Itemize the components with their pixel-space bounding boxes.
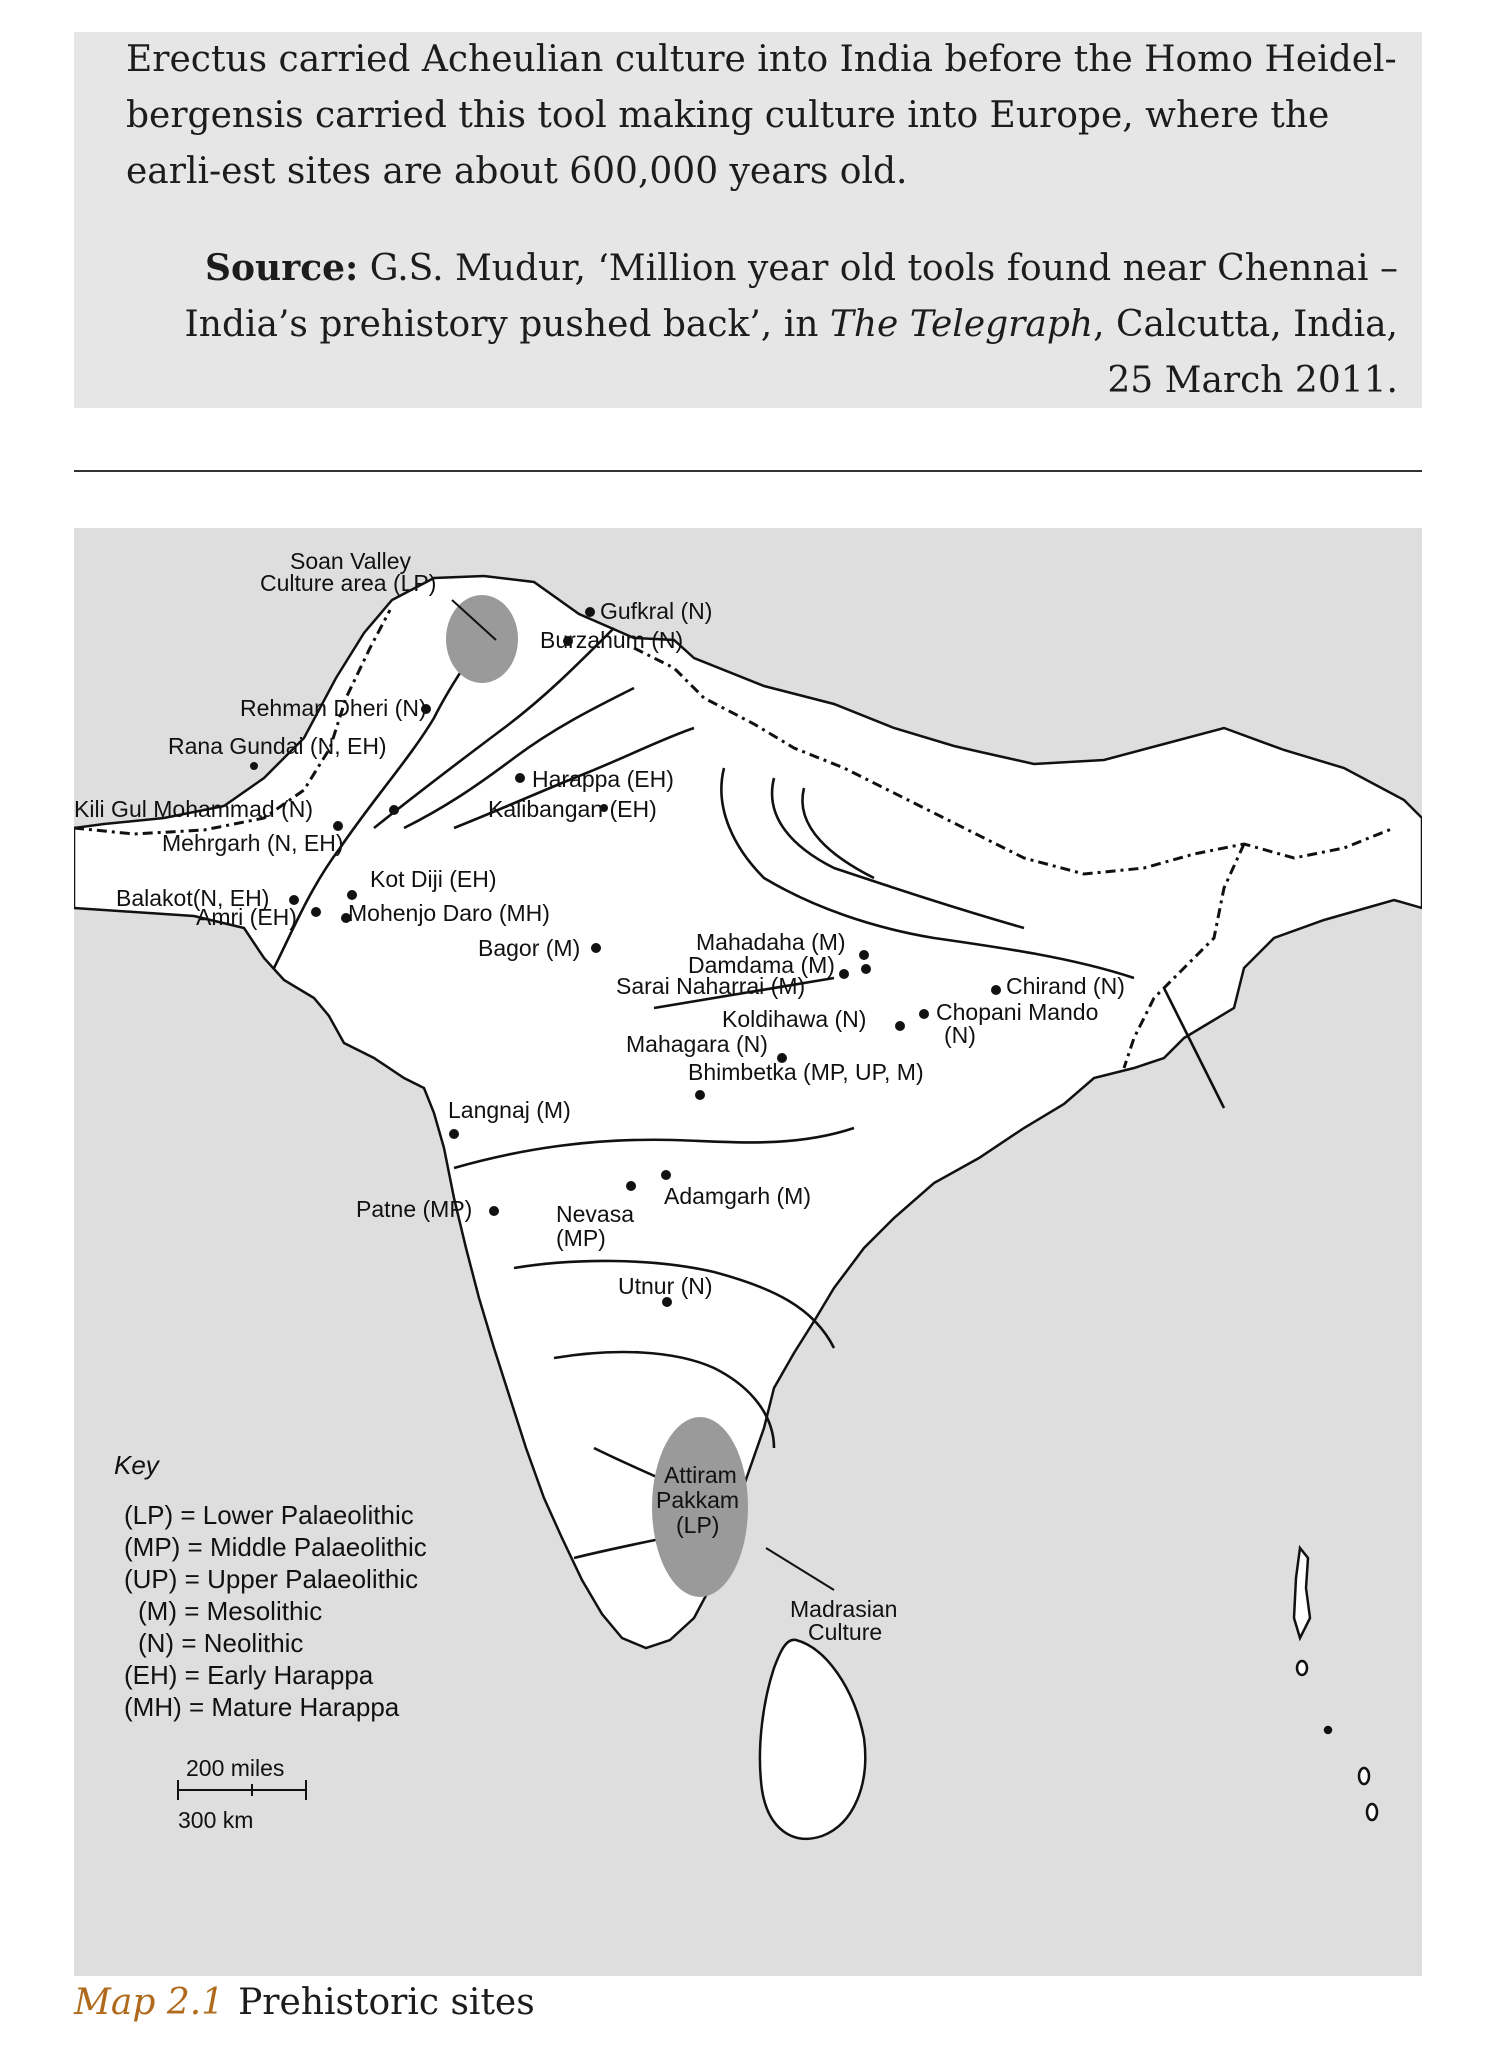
key-row-eh: (EH) = Early Harappa <box>124 1660 374 1690</box>
label-koldihawa: Koldihawa (N) <box>722 1006 867 1032</box>
label-attiram-period: (LP) <box>676 1512 720 1538</box>
source-publication: The Telegraph <box>829 304 1094 345</box>
key-row-mp: (MP) = Middle Palaeolithic <box>124 1532 427 1562</box>
label-rana-gundai: Rana Gundai (N, EH) <box>168 733 387 759</box>
label-damdama: Damdama (M) <box>688 952 835 978</box>
label-madrasian-culture: Culture <box>808 1619 883 1645</box>
label-harappa: Harappa (EH) <box>532 766 674 792</box>
label-nevasa-period: (MP) <box>556 1225 606 1251</box>
label-chopani-mando-period: (N) <box>944 1022 976 1048</box>
label-kili-gul-mohammad: Kili Gul Mohammad (N) <box>74 796 313 822</box>
key-row-n: (N) = Neolithic <box>138 1628 304 1658</box>
map-frame <box>74 528 1422 1976</box>
label-utnur: Utnur (N) <box>618 1273 713 1299</box>
label-bagor: Bagor (M) <box>478 935 581 961</box>
label-patne: Patne (MP) <box>356 1196 473 1222</box>
source-label: Source: <box>205 247 359 289</box>
scale-bar <box>178 1755 306 1833</box>
source-citation: G.S. Mudur, ‘Million year old tools found near Chennai – India’s prehistory pushed back’, in <box>184 248 1398 345</box>
label-mahadaha: Mahadaha (M) <box>696 929 846 955</box>
soan-valley-culture-area <box>446 595 518 683</box>
label-rehman-dheri: Rehman Dheri (N) <box>240 695 427 721</box>
prehistoric-sites-map <box>74 528 1422 1976</box>
label-nevasa: Nevasa <box>556 1201 634 1227</box>
label-soan-valley: Soan Valley <box>290 548 412 574</box>
quote-text: Erectus carried Acheulian culture into India before the Homo Heidel-bergensis carried this tool making culture into Europe, where the earli-est sites are about 600,000 years old. <box>126 39 1397 192</box>
label-sarai-naharrai: Sarai Naharrai (M) <box>616 973 806 999</box>
label-gufkral: Gufkral (N) <box>600 598 713 624</box>
scale-km-label: 300 km <box>178 1807 254 1833</box>
andaman-nicobar-islands <box>1294 1548 1377 1820</box>
map-key <box>114 1450 427 1722</box>
quote-box <box>74 32 1422 408</box>
label-mohenjo-daro: Mohenjo Daro (MH) <box>348 900 550 926</box>
key-row-up: (UP) = Upper Palaeolithic <box>124 1564 419 1594</box>
key-row-lp: (LP) = Lower Palaeolithic <box>124 1500 414 1530</box>
label-burzahum: Burzahum (N) <box>540 627 684 653</box>
madrasian-leader-line <box>766 1548 834 1590</box>
caption-title: Prehistoric sites <box>238 1982 535 2023</box>
divider-rule <box>74 470 1422 472</box>
caption-number: Map 2.1 <box>74 1982 225 2023</box>
key-row-mh: (MH) = Mature Harappa <box>124 1692 400 1722</box>
label-pakkam: Pakkam <box>656 1487 740 1513</box>
label-attiram: Attiram <box>664 1462 737 1488</box>
label-madrasian: Madrasian <box>790 1596 898 1622</box>
label-bhimbetka: Bhimbetka (MP, UP, M) <box>688 1059 924 1085</box>
label-soan-culture-area: Culture area (LP) <box>260 570 437 596</box>
label-langnaj: Langnaj (M) <box>448 1097 571 1123</box>
sri-lanka <box>760 1640 865 1839</box>
label-mahagara: Mahagara (N) <box>626 1031 768 1057</box>
label-mehrgarh: Mehrgarh (N, EH) <box>162 830 344 856</box>
label-kalibangan: Kalibangan (EH) <box>488 796 657 822</box>
label-kot-diji: Kot Diji (EH) <box>370 866 497 892</box>
label-adamgarh: Adamgarh (M) <box>664 1183 811 1209</box>
key-row-m: (M) = Mesolithic <box>138 1596 323 1626</box>
quote-source <box>178 240 1398 409</box>
label-chopani-mando: Chopani Mando <box>936 999 1099 1025</box>
scale-miles-label: 200 miles <box>186 1755 285 1781</box>
map-caption <box>74 1982 535 2023</box>
label-chirand: Chirand (N) <box>1006 973 1125 999</box>
key-title: Key <box>114 1450 159 1480</box>
label-balakot: Balakot(N, EH) <box>116 885 270 911</box>
label-amri: Amri (EH) <box>196 904 297 930</box>
source-date: , Calcutta, India, 25 March 2011. <box>1093 304 1398 401</box>
